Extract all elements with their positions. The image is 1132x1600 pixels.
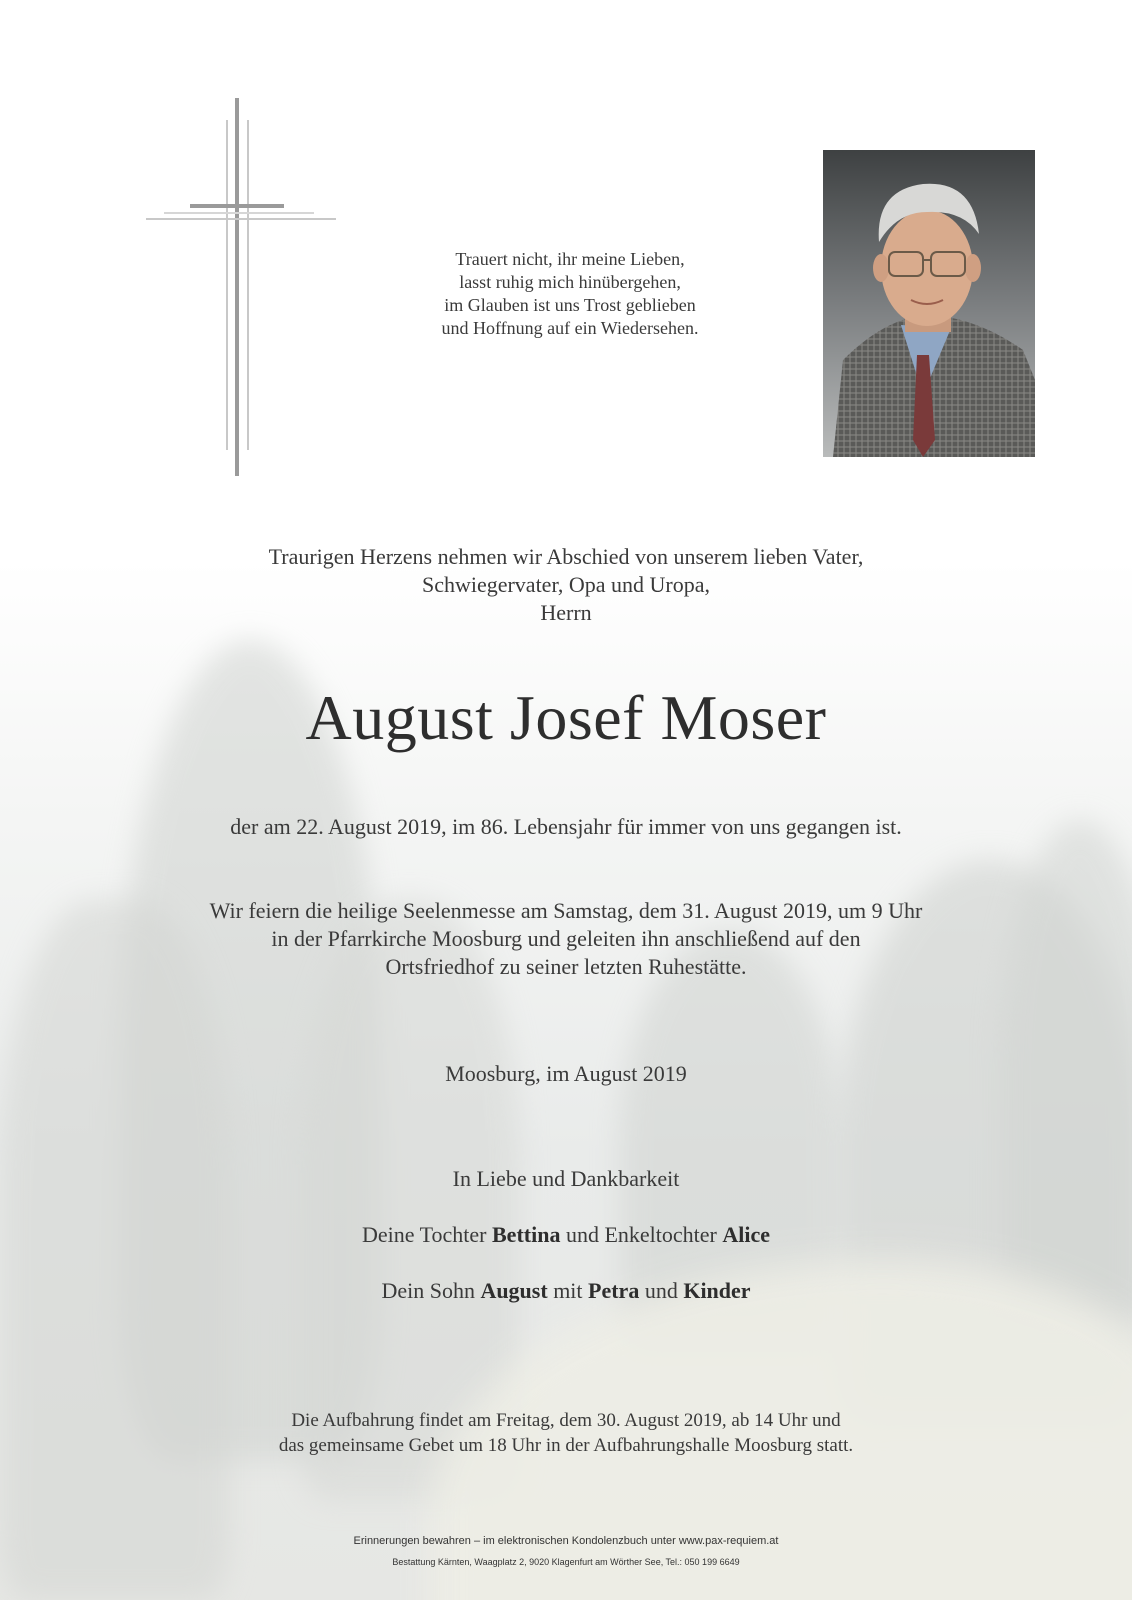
portrait-image (823, 150, 1035, 457)
intro-line: Herrn (540, 600, 592, 625)
family-member-name: Petra (588, 1278, 640, 1303)
portrait-photo (823, 150, 1035, 457)
family-member-name: August (480, 1278, 548, 1303)
footer-condolence-note: Erinnerungen bewahren – im elektronischen Kondolenzbuch unter www.pax-requiem.at (353, 1535, 779, 1547)
family-member-name: Alice (722, 1222, 771, 1247)
family-text: und (639, 1278, 684, 1303)
family-text: mit (547, 1278, 589, 1303)
family-line-daughter (100, 1221, 1032, 1249)
wake-line: Die Aufbahrung findet am Freitag, dem 30. August 2019, ab 14 Uhr und (291, 1410, 841, 1431)
family-member-name: Bettina (492, 1222, 561, 1247)
intro-line: Schwiegervater, Opa und Uropa, (421, 572, 711, 597)
mass-line: in der Pfarrkirche Moosburg und geleiten ihn anschließend auf den (271, 926, 861, 951)
poem-line: im Glauben ist uns Trost geblieben (444, 295, 696, 315)
family-member-name: Kinder (683, 1278, 751, 1303)
cross-icon (140, 96, 340, 486)
poem-line: und Hoffnung auf ein Wiedersehen. (441, 318, 699, 338)
poem-line: lasst ruhig mich hinübergehen, (459, 272, 681, 292)
death-notice: der am 22. August 2019, im 86. Lebensjahr für immer von uns gegangen ist. (230, 814, 902, 839)
mass-line: Wir feiern die heilige Seelenmesse am Samstag, dem 31. August 2019, um 9 Uhr (209, 898, 923, 923)
footer-address: Bestattung Kärnten, Waagplatz 2, 9020 Klagenfurt am Wörther See, Tel.: 050 199 6649 (392, 1557, 740, 1567)
poem-line: Trauert nicht, ihr meine Lieben, (455, 249, 685, 269)
poem (380, 248, 760, 340)
family-line-son (100, 1277, 1032, 1305)
family-text: und Enkeltochter (560, 1222, 723, 1247)
wake-info (100, 1408, 1032, 1458)
family-text: Dein Sohn (381, 1278, 481, 1303)
mass-line: Ortsfriedhof zu seiner letzten Ruhestätte. (385, 954, 747, 979)
intro-text (160, 543, 972, 627)
closing-phrase: In Liebe und Dankbarkeit (452, 1166, 680, 1191)
family-text: Deine Tochter (361, 1222, 492, 1247)
mass-info (100, 897, 1032, 981)
deceased-name: August Josef Moser (305, 682, 827, 753)
wake-line: das gemeinsame Gebet um 18 Uhr in der Aufbahrungshalle Moosburg statt. (278, 1435, 854, 1456)
place-date: Moosburg, im August 2019 (445, 1061, 687, 1086)
intro-line: Traurigen Herzens nehmen wir Abschied von unserem lieben Vater, (268, 544, 864, 569)
